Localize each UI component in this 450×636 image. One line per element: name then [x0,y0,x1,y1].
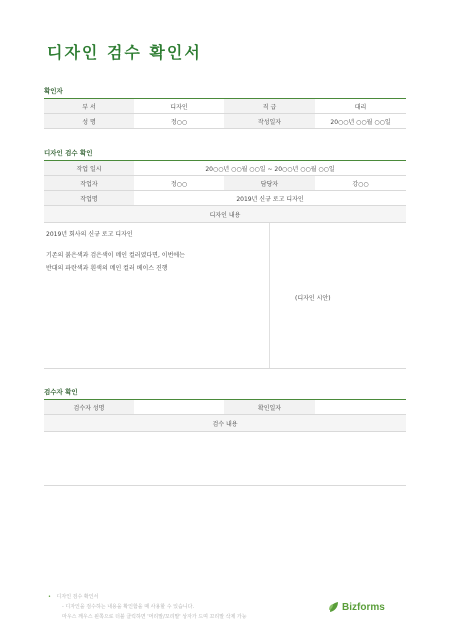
design-draft-placeholder: (디자인 시안) [295,295,331,302]
bizforms-logo[interactable] [328,601,385,613]
document-title: 디자인 검수 확인서 [47,43,202,62]
date-value[interactable]: 20○○년 ○○월 ○○일 [315,114,406,129]
manager-label: 담당자 [224,176,315,191]
footer-note-title-text: 디자인 검수 확인서 [56,594,99,600]
inspector-table [44,399,406,432]
inspector-signature-value[interactable] [134,400,224,415]
confirmer-table [44,98,406,129]
design-content-line2: 기존의 붉은색과 검은색이 메인 컬러였다면, 이번에는 [46,252,185,259]
footer-note-line2: 마우스 깨우스 왼쪽으로 더블 클릭하면 '머리말/꼬리말' 상자가 드며 꼬리말 삭제 가능 [62,614,247,620]
design-table [44,160,406,223]
worker-value[interactable]: 정○○ [134,176,224,191]
rank-value[interactable]: 대리 [315,99,406,114]
design-content-line1: 2019년 회사의 신규 로고 디자인 [46,231,133,238]
design-content-header: 디자인 내용 [44,206,406,223]
confirmer-section-title: 확인자 [44,87,63,95]
rank-label: 직 급 [224,99,315,114]
inspector-section-title: 검수자 확인 [44,388,78,396]
bullet-icon: • [48,594,51,600]
inspector-content-header: 검수 내용 [44,415,406,432]
job-label: 작업명 [44,191,134,206]
dept-value[interactable]: 디자인 [134,99,224,114]
manager-value[interactable]: 강○○ [315,176,406,191]
footer-note-line1: - 디자인을 검수하는 내용을 확인함을 때 사용할 수 있습니다. [62,604,195,610]
worker-label: 작업자 [44,176,134,191]
work-date-value[interactable]: 20○○년 ○○월 ○○일 ~ 20○○년 ○○월 ○○일 [134,161,406,176]
footer-note-title [48,593,98,600]
work-date-label: 작업 일시 [44,161,134,176]
design-content-line3: 반대의 파란색과 흰색의 메인 컬러 베이스 진행 [46,265,168,272]
bizforms-leaf-icon [328,601,339,613]
inspector-signature-label: 검수자 성명 [44,400,134,415]
design-section-title: 디자인 검수 확인 [44,149,93,157]
design-content-area[interactable] [44,223,406,369]
name-label: 성 명 [44,114,134,129]
name-value[interactable]: 정○○ [134,114,224,129]
date-label: 작성일자 [224,114,315,129]
content-divider [269,223,270,368]
inspector-content-area[interactable] [44,430,406,486]
bizforms-logo-text: Bizforms [342,601,385,613]
inspector-date-value[interactable] [315,400,406,415]
inspector-date-label: 확인일자 [224,400,315,415]
job-value[interactable]: 2019년 신규 로고 디자인 [134,191,406,206]
dept-label: 부 서 [44,99,134,114]
